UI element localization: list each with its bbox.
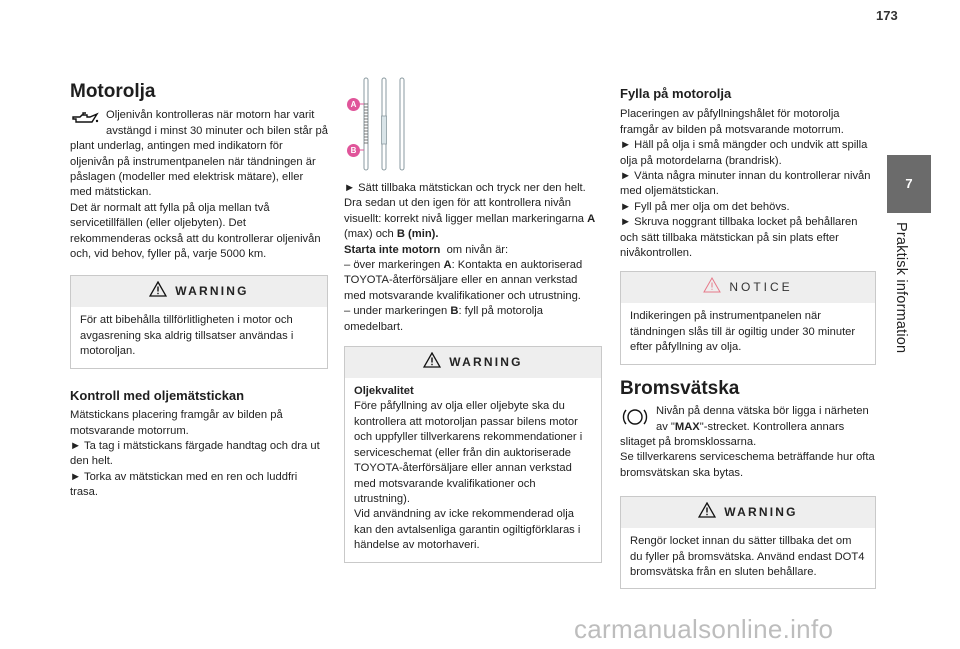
- warning-box-brake: [620, 496, 876, 589]
- fill-step-4: ► Skruva noggrant tillbaka locket på behållaren och sätt tillbaka mätstickan på sin plats efter nivåkontrollen.: [620, 216, 858, 260]
- warning-icon: [698, 502, 716, 523]
- watermark: carmanualsonline.info: [574, 614, 834, 644]
- brake-warning-icon: [620, 406, 650, 433]
- column-dipstick-check: [344, 181, 602, 563]
- notice-icon: [703, 277, 721, 298]
- fill-step-3: ► Fyll på mer olja om det behövs.: [620, 200, 790, 213]
- brake-paragraph: Nivån på denna vätska bör ligga i närheten av "MAX"-strecket. Kontrollera annars slitaget på bromsklossarna.: [620, 405, 869, 448]
- section-title-bromsvatska: Bromsvätska: [620, 377, 740, 399]
- column-fill-oil: [620, 86, 876, 589]
- warning-text-2: Vid användning av icke rekommenderad olja kan den avtalsenliga garantin ogiltigförklaras i händelse av motorhaveri.: [354, 508, 581, 552]
- notice-box: [620, 271, 876, 364]
- dipstick-step-2: ► Torka av mätstickan med en ren och luddfri trasa.: [70, 470, 298, 499]
- intro-paragraph-2: Det är normalt att fylla på olja mellan två servicetillfällen (eller oljebyten). Det rekommenderas också att du kontrollerar oljenivån och, vid behov, fyller på, varje 5000 km.: [70, 201, 321, 261]
- notice-header: [621, 272, 875, 303]
- notice-text: Indikeringen på instrumentpanelen när tändningen slås till är ogiltig under 30 minuter efter påfyllning av olja.: [630, 310, 856, 354]
- section-title-motorolja: Motorolja: [70, 81, 156, 102]
- dipstick-illustration: [345, 76, 445, 176]
- warning-text: Rengör locket innan du sätter tillbaka det om du fyller på bromsvätska. Använd endast DOT4 bromsvätska från en sluten behållare.: [630, 535, 865, 578]
- chapter-title: Praktisk information: [893, 222, 909, 354]
- subsection-title-dipstick: Kontroll med oljemätstickan: [70, 387, 245, 403]
- warning-text: Före påfyllning av olja eller oljebyte ska du kontrollera att motoroljan passar bilens motor och uppfyller tillverkarens rekommendationer i serviceschemat (eller från din auktoriserade TOYOTA-återförsäljare eller annan verkstad med motsvarande kvalifikationer och utrustning).: [354, 400, 583, 505]
- dipstick-paragraph: Mätstickans placering framgår av bilden på motsvarande motorrum.: [70, 409, 283, 437]
- marker-b-badge: B: [347, 144, 360, 157]
- brake-paragraph-2: Se tillverkarens serviceschema beträffande hur ofta bromsvätskan ska bytas.: [620, 451, 875, 479]
- warning-box-oil-quality: [344, 346, 602, 562]
- warning-header: [71, 276, 327, 307]
- fill-step-1: ► Häll på olja i små mängder och undvik att spilla olja på motordelarna (brandrisk).: [620, 139, 868, 167]
- warning-header: [345, 347, 601, 378]
- do-not-start-line: Starta inte motorn om nivån är:: [344, 243, 509, 256]
- warning-icon: [423, 352, 441, 373]
- warning-icon: [149, 281, 167, 302]
- marker-a-badge: A: [347, 98, 360, 111]
- warning-label: WARNING: [724, 504, 798, 519]
- oil-can-icon: [70, 110, 100, 131]
- subsection-title-fill: Fylla på motorolja: [620, 86, 732, 101]
- fill-step-2: ► Vänta några minuter innan du kontrollerar nivån med oljemätstickan.: [620, 170, 871, 198]
- warning-header: [621, 497, 875, 528]
- warning-title: Oljekvalitet: [354, 385, 414, 398]
- page-number: 173: [876, 8, 898, 23]
- over-marker-line: – över markeringen A: Kontakta en auktoriserad TOYOTA-återförsäljare eller en annan verkstad med motsvarande kvalifikationer och utrustning.: [344, 259, 583, 302]
- warning-text: För att bibehålla tillförlitligheten i motor och avgasrening ska aldrig tillsatser användas i motoroljan.: [80, 314, 294, 358]
- intro-paragraph: Oljenivån kontrolleras när motorn har varit avstängd i minst 30 minuter och bilen står på plant underlag, antingen med indikatorn för oljenivån på instrumentpanelen när tändningen är påslagen (modeller med elektrisk mätare), eller med mätstickan.: [70, 109, 329, 199]
- notice-label: NOTICE: [729, 280, 793, 295]
- under-marker-line: – under markeringen B: fyll på motorolja omedelbart.: [344, 305, 543, 333]
- warning-label: WARNING: [175, 284, 249, 299]
- brake-fluid-block: [620, 404, 876, 481]
- warning-box: [70, 275, 328, 368]
- column-motorolja: [70, 81, 329, 501]
- fill-paragraph: Placeringen av påfyllningshålet för motorolja framgår av bilden på motsvarande motorrum.: [620, 108, 844, 136]
- dipstick-step-1: ► Ta tag i mätstickans färgade handtag och dra ut den helt.: [70, 439, 320, 468]
- reinsert-step: ► Sätt tillbaka mätstickan och tryck ner den helt. Dra sedan ut den igen för att kontrollera nivån visuellt: korrekt nivå ligger mellan markeringarna A (max) och B (min).: [344, 182, 596, 241]
- warning-label: WARNING: [449, 354, 523, 369]
- chapter-tab[interactable]: 7: [887, 155, 931, 213]
- intro-block: [70, 108, 328, 262]
